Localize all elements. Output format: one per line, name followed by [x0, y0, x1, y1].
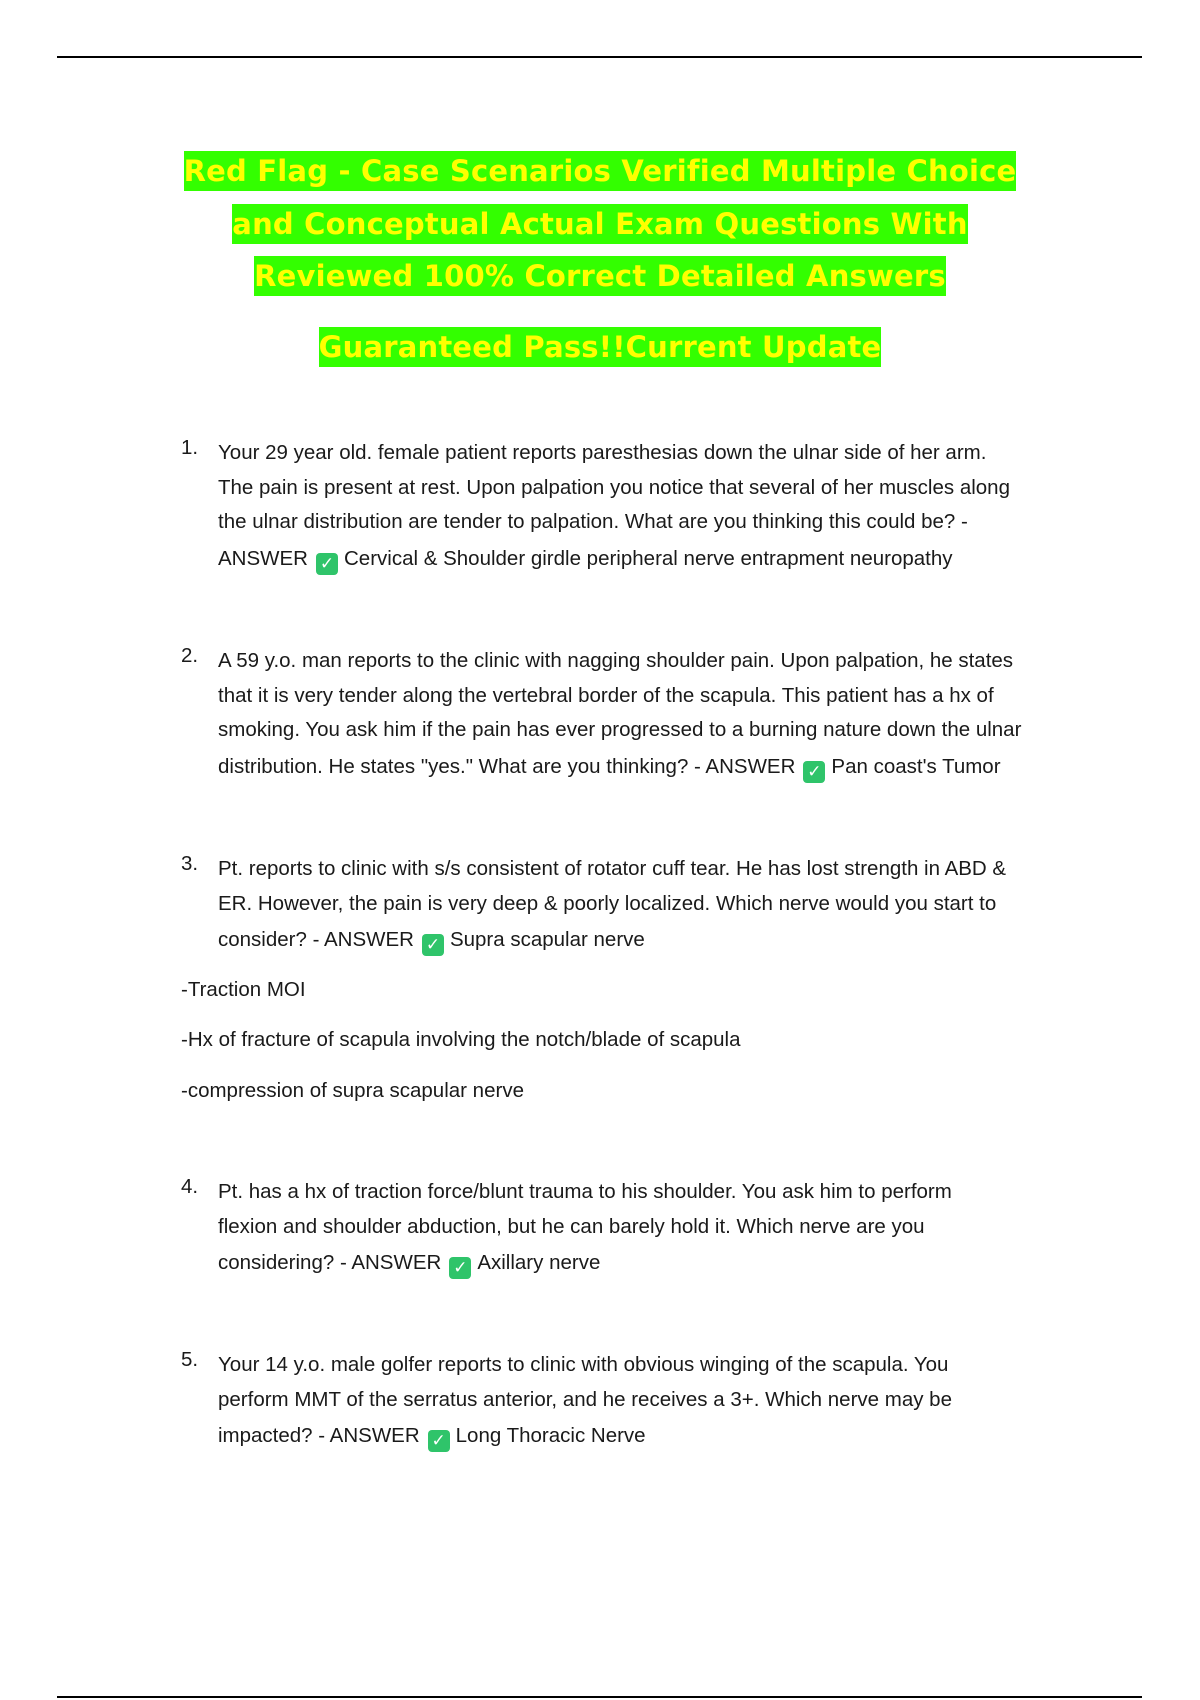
- question-text-line: Pt. reports to clinic with s/s consistent of rotator cuff tear. He has lost strength in ABD &: [218, 857, 1007, 880]
- top-divider: [57, 56, 1142, 58]
- answer-line: [218, 1419, 1118, 1454]
- question-text-line: perform MMT of the serratus anterior, and he receives a 3+. Which nerve may be: [218, 1387, 952, 1411]
- question-number: 2.: [181, 644, 199, 667]
- answer-note: -compression of supra scapular nerve: [181, 1079, 524, 1102]
- question-body: [218, 436, 1118, 576]
- title-line-1: Red Flag - Case Scenarios Verified Multiple Choice: [184, 151, 1017, 191]
- answer-text: Pan coast's Tumor: [831, 754, 1001, 778]
- answer-prefix: impacted? - ANSWER: [218, 1424, 420, 1447]
- answer-text: Long Thoracic Nerve: [455, 1424, 646, 1447]
- answer-prefix: distribution. He states "yes." What are you thinking? - ANSWER: [218, 754, 796, 778]
- answer-prefix: consider? - ANSWER: [218, 928, 414, 951]
- question-body: [218, 644, 1118, 784]
- question-number: 5.: [181, 1348, 199, 1371]
- question-body: [218, 1348, 1118, 1454]
- question-text-line: ER. However, the pain is very deep & poorly localized. Which nerve would you start to: [218, 891, 997, 915]
- question-text-line: the ulnar distribution are tender to palpation. What are you thinking this could be? -: [218, 510, 968, 533]
- title-line-4: Guaranteed Pass!!Current Update: [319, 327, 882, 367]
- answer-note: -Traction MOI: [181, 978, 306, 1001]
- check-box-icon: ✓: [428, 1430, 450, 1452]
- answer-note: -Hx of fracture of scapula involving the notch/blade of scapula: [181, 1028, 741, 1051]
- answer-prefix: considering? - ANSWER: [218, 1251, 442, 1274]
- answer-line: [218, 750, 1118, 785]
- question-body: [218, 1175, 1118, 1281]
- answer-text: Supra scapular nerve: [449, 928, 645, 951]
- question-text-line: flexion and shoulder abduction, but he can barely hold it. Which nerve are you: [218, 1214, 925, 1238]
- check-box-icon: ✓: [449, 1257, 471, 1279]
- question-text-line: A 59 y.o. man reports to the clinic with nagging shoulder pain. Upon palpation, he states: [218, 649, 1014, 672]
- check-box-icon: ✓: [422, 934, 444, 956]
- check-box-icon: ✓: [803, 761, 825, 783]
- question-text-line: that it is very tender along the vertebral border of the scapula. This patient has a hx of: [218, 683, 994, 707]
- question-text-line: Your 29 year old. female patient reports paresthesias down the ulnar side of her arm.: [218, 441, 987, 464]
- answer-line: [218, 923, 1118, 958]
- question-number: 4.: [181, 1175, 199, 1198]
- question-text-line: Pt. has a hx of traction force/blunt trauma to his shoulder. You ask him to perform: [218, 1180, 952, 1203]
- answer-prefix: ANSWER: [218, 546, 308, 570]
- answer-line: [218, 1246, 1118, 1281]
- check-box-icon: ✓: [316, 553, 338, 575]
- title-line-3: Reviewed 100% Correct Detailed Answers: [254, 256, 946, 296]
- title-line-2: and Conceptual Actual Exam Questions With: [232, 204, 967, 244]
- document-title: [0, 145, 1200, 373]
- answer-text: Cervical & Shoulder girdle peripheral nerve entrapment neuropathy: [343, 546, 953, 570]
- answer-text: Axillary nerve: [477, 1251, 601, 1274]
- question-body: [218, 852, 1118, 958]
- question-number: 3.: [181, 852, 199, 875]
- answer-line: [218, 542, 1118, 577]
- question-number: 1.: [181, 436, 199, 459]
- question-text-line: Your 14 y.o. male golfer reports to clinic with obvious winging of the scapula. You: [218, 1353, 949, 1376]
- bottom-divider: [57, 1696, 1142, 1698]
- question-text-line: The pain is present at rest. Upon palpation you notice that several of her muscles along: [218, 475, 1010, 499]
- question-text-line: smoking. You ask him if the pain has ever progressed to a burning nature down the ulnar: [218, 718, 1022, 741]
